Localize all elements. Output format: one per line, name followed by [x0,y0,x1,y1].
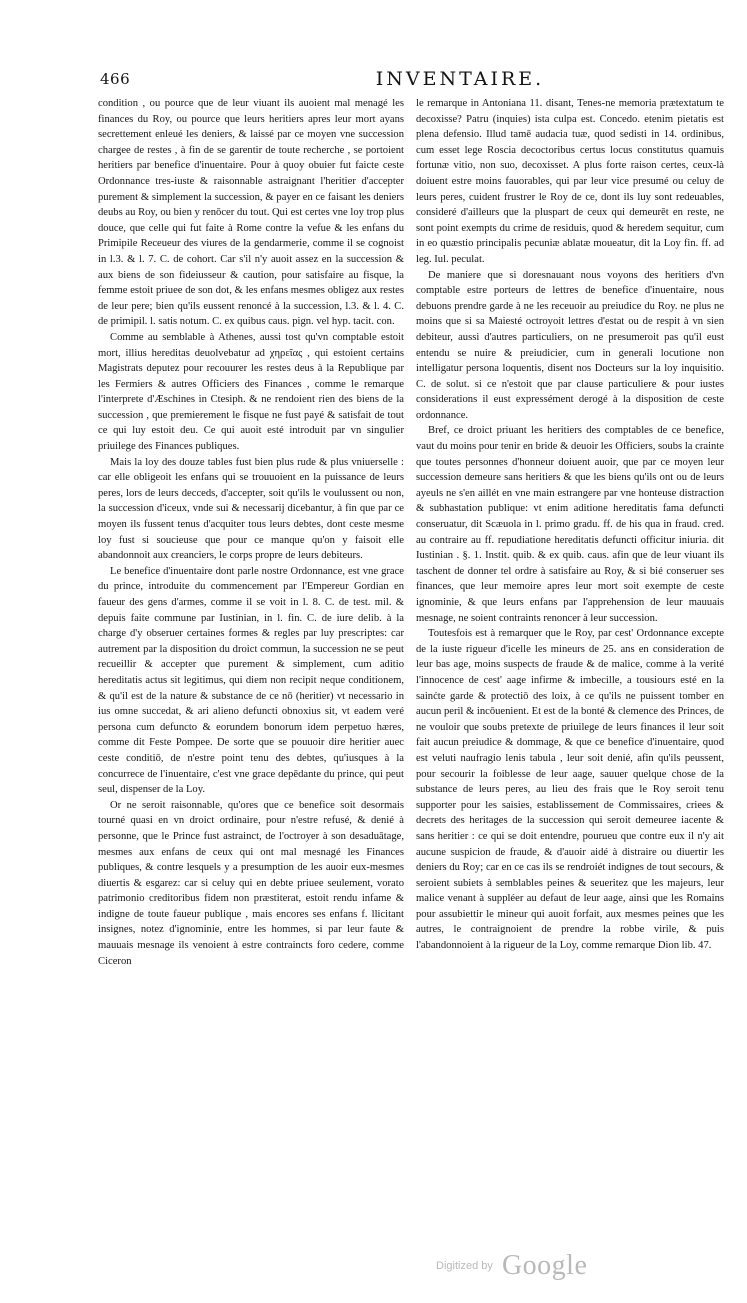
paragraph: De maniere que si doresnauant nous voyons des heritiers d'vn comptable estre porteurs de lettres de benefice d'inuentaire, nous debuons prendre garde à ne les receuoir au preiudice du Roy. ne plus ne moins que si sa Maiesté octroyoit lettres d'estat ou de respit à vn sien debiteur, aussi d'autres particuliers, on ne presumeroit pas qu'il eust entendu se nuire & preiudicier, cum in generali locutione non intelligatur persona loquentis, disent nos Docteurs sur la loy inquisitio. C. de solut. si ce n'estoit que par clause particuliere & pour iustes considerations il eust expressément derogé à la disposition de ceste ordonnance. [416,269,724,421]
paragraph: Comme au semblable à Athenes, aussi tost qu'vn comptable estoit mort, illius hereditas deuolvebatur ad χηρεῖας , qui estoient certains Magistrats deputez pour recouurer les restes deus à la Republique par les Fermiers & autres Officiers des Finances , comme le remarque l'interprete d'Æschines in Ctesiph. & ne rendoient rien des biens de la succession , que premierement le fisque ne fust payé & satisfait de tout ce qui luy estoit deu. Ce qui auoit esté introduit par vn singulier priuilege des Finances publiques. [98,331,404,453]
running-head: INVENTAIRE. [375,68,545,90]
paragraph: le remarque in Antoniana 11. disant, Tenes-ne memoria prætextatum te decoxisse? Patru (inquies) ista culpa est. Concedo. etenim pietatis est plena defensio. Illud tamē audacia tuæ, quod sedisti in 14. ordinibus, cum esset lege Roscia decoctoribus certus locus constitutus quamuis fortunæ vitio, non suo, decoxisset. A plus forte raison certes, ceux-là doiuent estre moins fauorables, qui par leur vice presumé ou celuy de leurs peres, cuident frustrer le Roy de ce, dont ils luy sont redeuables, consideré d'ailleurs que la pluspart de ceux qui demeurēt en reste, ne sont point exempts du crime de residuis, quod & heredem sequitur, cum in eo quæstio principalis pecuniæ ablatæ moueatur, dit la Loy fin. ff. ad leg. Iul. peculat. [416,98,724,265]
watermark-prefix: Digitized by [436,1260,493,1272]
paragraph: condition , ou pource que de leur viuant ils auoient mal menagé les finances du Roy, ou pource que leurs heritiers apres leur mort ayans secrettement enleué les deniers, & laissé par ce moyen vne succession chargee de restes , à fin de se garentir de toute recherche , se portoient heritiers par benefice d'inuentaire. Pour à quoy obuier fut faicte ceste Ordonnance tres-iuste & raisonnable astraignant l'heritier d'accepter purement & simplement la succession, & payer en ce faisant les deniers deubs au Roy, ou bien y renōcer du tout. Qui est certes vne loy trop plus douce, que celle qui fut faite à Rome contre la vefue & les enfans du Primipile Receueur des viures de la gendarmerie, comme il se cognoist in l.3. & l. 7. C. de cohort. Car s'il n'y auoit assez en la succession & aux biens de son fideiusseur & caution, pour satisfaire au fisque, la femme estoit priuee de son dot, & les enfans mesmes obligez aux restes de leur pere; bien qu'ils eussent renoncé à la succession, l.3. & l. 4. C. de primipil. l. satis notum. C. ex quibus caus. pign. vel hyp. tacit. con. [98,98,404,328]
left-column [98,96,404,969]
paragraph: Mais la loy des douze tables fust bien plus rude & plus vniuerselle : car elle obligeoit les enfans qui se trouuoient en la puissance de leurs peres, lors de leurs decceds, d'accepter, soit qu'ils le voulussent ou non, la succession d'iceux, vnde sui & necessarij dicebantur, à fin que par ce moyen ils fussent tenus d'acquiter tous leurs debtes, dont ceste mesme loy fust si soucieuse que pour ce manque qu'on y faisoit elle abandonnoit aux creanciers, le corps propre de leurs debiteurs. [98,456,404,562]
paragraph: Or ne seroit raisonnable, qu'ores que ce benefice soit desormais tourné quasi en vn droict ordinaire, pour n'estre refusé, & denié à personne, que le Prince fust astrainct, de l'octroyer à son desaduātage, mesmes aux enfans de ceux qui ont mal mesnagé les Finances publiques, & contre lesquels y a presumption de les auoir eux-mesmes diuertis & esgarez: car si celuy qui en debte priuee seulement, vorato patrimonio creditoribus fidem non præstiterat, estoit rendu infame & indigne de toute faueur publique , mais encores ses enfans f. llicitant insignes, notez d'ignominie, entre les hommes, si par leur faute & mauuais mesnage ils venoient à estre contraincts foro cedere, comme Ciceron [98,799,404,967]
digitized-watermark [436,1250,666,1290]
right-column [416,96,724,954]
paragraph: Le benefice d'inuentaire dont parle nostre Ordonnance, est vne grace du prince, introduite du commencement par l'Empereur Gordian en faueur des gens d'armes, comme il se voit in l. 8. C. de test. mil. & depuis faite commune par Iustinian, in l. fin. C. de iure delib. à la charge d'y obseruer certaines formes & regles par luy prescriptes: car autrement par la disposition du droict commun, la succession ne se peut recueillir & accepter que purement & simplement, cum aditio hereditatis actus sit legitimus, qui diem non recipit neque conditionem, & qu'il est de la nature & substance de ce nō (heritier) vt necessario in ius omne succedat, & ari alieno defuncti obnoxius sit, vt eadem veré persona cum defuncto & eorundem bonorum idem perpetuo hæres, comme dit Feste Pompee. De sorte que se pouuoir dire heritier auec ceste conditiō, de n'estre point tenu des debtes, qu'iusques à la concurrece de l'inuentaire, c'est vne grace depēdante du prince, qui peut seul, dispenser de la Loy. [98,565,404,796]
paragraph: Toutesfois est à remarquer que le Roy, par cest' Ordonnance excepte de la iuste rigueur d'icelle les mineurs de 25. ans en consideration de leur bas age, moins suspects de fraude & de malice, comme à la verité l'innocence de cest' aage infirme & imbecille, a tousiours esté en la sainćte garde & protectiō des loix, à ce qu'ils ne puissent tomber en aucun peril & incōuenient. Et est de la bonté & clemence des Princes, de ne vouloir que soubs pretexte de priuilege de leurs finances il leur soit fait aucun preiudice & dommage, & que ce benefice d'inuentaire, quod est veluti naufragio lenis tabula , leur soit denié, afin qu'ils peussent, pour secourir la foiblesse de leur aage, sauuer quelque chose de la substance de leurs peres, au lieu des frais que le Roy seroit tenu supporter pour les saisies, establissement de Commissaires, criees & decrets des heritages de la succession qui seroit demeuree iacente & sans heritier : ce qui se doit entendre, pourueu que contre eux il n'y ait aucune suspicion de fraude, & d'auoir aidé à distraire ou diuertir les deniers du Roy; car en ce cas ils se rendroiét indignes de tout secours, & seroient subiets à semblables peines & seueritez que les majeurs, leur malice venant à suppléer au defaut de leur aage, ainsi que les Romains pour assubiettir le mineur qui auoit forfait, aux mesmes peines que les autres, le contraignoient de prendre la robbe virile, & puis l'abandonnoient à la rigueur de la Loy, comme remarque Dion lib. 47. [416,628,724,952]
google-logo: Google [501,1250,588,1281]
paragraph: Bref, ce droict priuant les heritiers des comptables de ce benefice, vaut du moins pour tenir en bride & deuoir les Officiers, soubs la crainte que toutes personnes d'honneur doiuent auoir, que par ce moyen leur succession demeure sans heritiers & que les biens qu'ils ont ou de leurs ayeuls ne s'en aillét en vne main estrangere par vne honteuse distraction & subhastation publique: vt enim aditione hereditatis fama defuncti conseruatur, dit Scæuola in l. primo gradu. ff. de his qua in fraud. cred. au contraire au ff. repudiatione hereditatis defuncti officitur iniuria. dit Iustinian . §. 1. Instit. quib. & ex quib. caus. afin que de leur viuant ils taschent de donner tel ordre à satisfaire au Roy, & si bié conseruer ses finances, que leur memoire apres leur mort soit exempte de ceste ignominie, & que leurs enfans par l'apprehension de leur mauuais mesnage, ne soient contraints renoncer à leur succession. [416,425,724,624]
page-number: 466 [100,70,131,88]
